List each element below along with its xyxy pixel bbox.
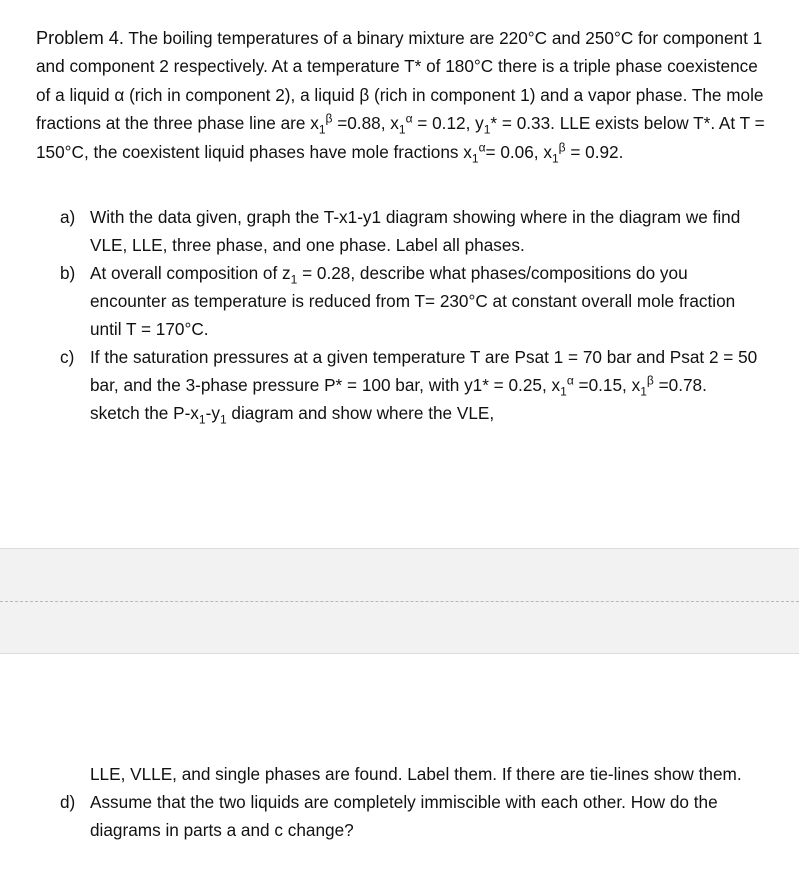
question-list <box>60 203 760 427</box>
intro-text-3: (rich in component 1) and a vapor phase. The mole fractions at the three phase line are <box>36 84 764 134</box>
question-c-marker: c) <box>60 347 75 367</box>
question-b-text-2: = 0.28, describe what phases/compositions do you encounter as temperature is reduced from T= 230°C at constant overall mole fraction until T = 170°C. <box>90 263 736 339</box>
subscript-1: 1 <box>483 122 491 137</box>
superscript-beta: β <box>325 111 333 126</box>
superscript-beta: β <box>646 373 654 388</box>
superscript-alpha: α <box>405 111 413 126</box>
xb2-value: = 0.92. <box>565 141 624 162</box>
xa2-value: = 0.06, <box>485 141 544 162</box>
subscript-1: 1 <box>219 412 227 427</box>
subscript-1: 1 <box>198 412 206 427</box>
beta-symbol: β <box>359 84 370 105</box>
alpha-symbol: α <box>114 84 125 105</box>
page-break-divider <box>0 601 799 602</box>
question-c-xb: =0.78. sketch the P-x <box>90 375 707 423</box>
question-c <box>60 343 760 427</box>
question-d-marker: d) <box>60 792 76 812</box>
question-a-marker: a) <box>60 207 76 227</box>
x-symbol: x <box>543 141 552 162</box>
question-a-text: With the data given, graph the T-x1-y1 diagram showing where in the diagram we find VLE, LLE, three phase, and one phase. Label all phases. <box>90 207 741 255</box>
superscript-beta: β <box>558 139 566 154</box>
x-symbol: x <box>310 113 319 134</box>
question-d <box>60 788 760 844</box>
question-b-marker: b) <box>60 263 76 283</box>
question-c-continued <box>60 760 760 788</box>
subscript-1: 1 <box>560 384 567 399</box>
intro-text-1: The boiling temperatures of a binary mixture are 220°C and 250°C for component 1 and component 2 respectively. At a temperature T* of 180°C there is a triple phase coexistence of a liquid <box>36 28 763 105</box>
question-a <box>60 203 760 259</box>
xa-value: = 0.12, <box>412 113 476 134</box>
x-symbol: x <box>390 113 399 134</box>
question-c-dash-y: -y <box>205 403 220 423</box>
question-b-text-1: At overall composition of z <box>90 263 291 283</box>
subscript-1: 1 <box>290 272 298 287</box>
page-gap <box>0 548 799 654</box>
problem-heading: Problem 4. <box>36 28 124 48</box>
x-symbol: x <box>631 375 641 395</box>
question-c-text-1: If the saturation pressures at a given temperature T are Psat 1 = 70 bar and Psat 2 = 50 bar, and the 3-phase pressure P* = 100 bar, with y1* = 0.25, <box>90 347 758 395</box>
superscript-alpha: α <box>478 139 486 154</box>
question-list-continued <box>60 760 760 844</box>
question-d-text: Assume that the two liquids are completely immiscible with each other. How do the diagrams in parts a and c change? <box>90 792 718 840</box>
y-value-text: * = 0.33. LLE exists below T*. At T = 150°C, the coexistent liquid phases have mole fractions <box>36 113 765 162</box>
question-c-text-2: diagram and show where the VLE, <box>226 403 495 423</box>
question-c-xa: =0.15, <box>573 375 632 395</box>
xb-value: =0.88, <box>332 113 391 134</box>
question-c-continued-text: LLE, VLLE, and single phases are found. Label them. If there are tie-lines show them. <box>90 764 742 784</box>
intro-text-2: (rich in component 2), a liquid <box>124 84 360 105</box>
subscript-1: 1 <box>318 122 326 137</box>
subscript-1: 1 <box>471 151 479 166</box>
y-symbol: y <box>475 113 484 134</box>
subscript-1: 1 <box>551 151 559 166</box>
problem-statement <box>36 24 776 166</box>
x-symbol: x <box>551 375 561 395</box>
subscript-1: 1 <box>398 122 406 137</box>
question-b <box>60 259 760 343</box>
x-symbol: x <box>463 141 472 162</box>
superscript-alpha: α <box>566 373 574 388</box>
subscript-1: 1 <box>640 384 647 399</box>
